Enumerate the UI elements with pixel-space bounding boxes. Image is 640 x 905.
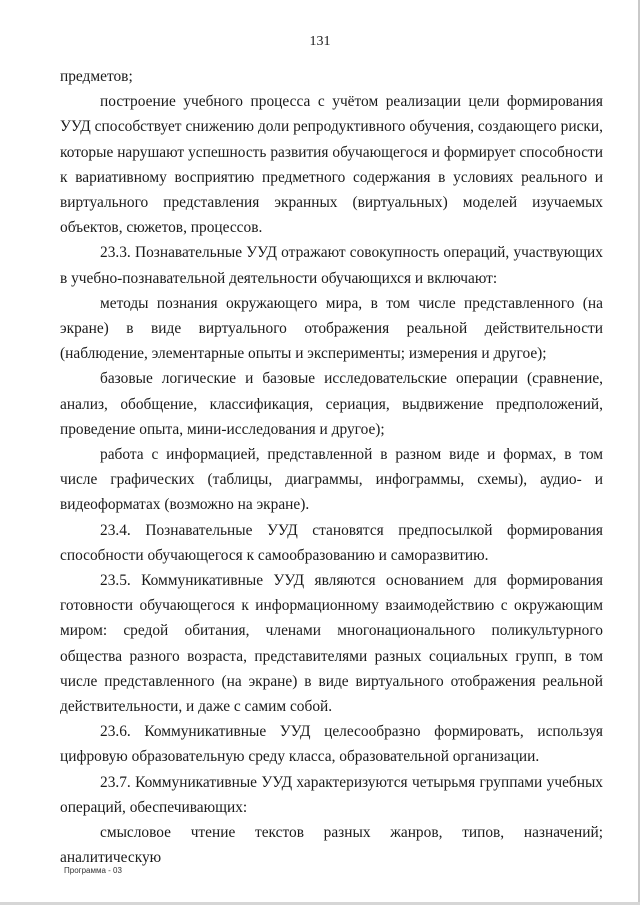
paragraph-23-6: 23.6. Коммуникативные УУД целесообразно формировать, используя цифровую образовательную среду класса, образовательной организации. — [60, 723, 603, 766]
paragraph-23-7: 23.7. Коммуникативные УУД характеризуются четырьмя группами учебных операций, обеспечивающих: — [60, 773, 603, 816]
paragraph-logical-operations: базовые логические и базовые исследовательские операции (сравнение, анализ, обобщение, классификация, сериация, выдвижение предположений, проведение опыта, мини-исследования и другое); — [60, 370, 603, 438]
paragraph-information-work: работа с информацией, представленной в разном виде и формах, в том числе графических (таблицы, диаграммы, инфограммы, схемы), аудио- и видеоформатах (возможно на экране). — [60, 446, 603, 514]
paragraph-learning-process: построение учебного процесса с учётом реализации цели формирования УУД способствует снижению доли репродуктивного обучения, создающего риски, которые нарушают успешность развития обучающегося и формирует способности к вариативному восприятию предметного содержания в условиях реального и виртуального представления экранных (виртуальных) моделей изучаемых объектов, сюжетов, процессов. — [60, 93, 603, 237]
paragraph-continuation: предметов; — [60, 68, 133, 85]
paragraph-methods-of-cognition: методы познания окружающего мира, в том числе представленного (на экране) в виде виртуального отображения реальной действительности (наблюдение, элементарные опыты и эксперименты; измерения и другое); — [60, 294, 603, 363]
paragraph-23-3: 23.3. Познавательные УУД отражают совокупность операций, участвующих в учебно-познавательной деятельности обучающихся и включают: — [60, 244, 603, 287]
paragraph-semantic-reading: смысловое чтение текстов разных жанров, типов, назначений; аналитическую — [60, 824, 603, 867]
document-body — [60, 64, 603, 871]
paragraph-23-4: 23.4. Познавательные УУД становятся предпосылкой формирования способности обучающегося к самообразованию и саморазвитию. — [60, 521, 603, 564]
page-number: 131 — [309, 34, 331, 49]
paragraph-23-5: 23.5. Коммуникативные УУД являются основанием для формирования готовности обучающегося к информационному взаимодействию с окружающим миром: средой обитания, членами многонационального поликультурного общества разного возраста, представителями разных социальных групп, в том числе представленного (на экране) в виде виртуального отображения реальной действительности, и даже с самим собой. — [60, 572, 603, 716]
page-footer: Программа - 03 — [64, 866, 122, 875]
